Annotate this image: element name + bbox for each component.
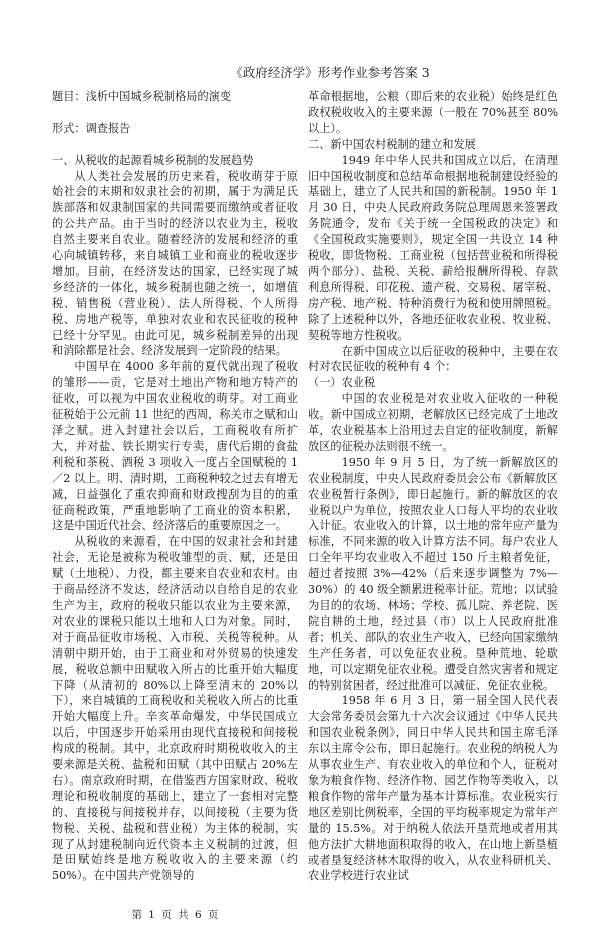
- spacer: [52, 137, 298, 153]
- left-column: [52, 89, 298, 922]
- paragraph: 1950 年 9 月 5 日，为了统一新解放区的农业税制度，中央人民政府委员会公布《新解放区农业税暂行条例》，即日起施行。新的解放区的农业税以户为单位，按照农业人口每人平均的农业收入计征。农业收入的计算，以土地的常年应产量为标准，不同来源的收入计算方法不同。每户农业人口全年平均农业收入不超过 150 斤主粮者免征，超过者按照 3%—42%（后来逐步调整为 7%—30%）的 40 级全额累进税率计征。荒地；以试验为目的的农场、林场；学校、孤儿院、养老院、医院自耕的土地，经过县（市）以上人民政府批准者；机关、部队的农业生产收入，已经向国家缴纳生产任务者，可以免征农业税。垦种荒地、轮歇地，可以定期免征农业税。遭受自然灾害者和规定的特别贫困者，经过批准可以减征、免征农业税。: [308, 455, 558, 692]
- form-line: 形式：调查报告: [52, 121, 131, 135]
- page-number-footer: 第 1 页 共 6 页: [131, 909, 219, 922]
- spacer: [52, 105, 298, 121]
- paragraph: 中国早在 4000 多年前的夏代就出现了税收的雏形——贡，它是对土地出产物和地方特产的征收，可以视为中国农业税收的萌芽。对工商业征税始于公元前 11 世纪的西周，称关市之赋和山泽之赋。进入封建社会以后，工商税收有所扩大，并对盐、铁长期实行专卖，唐代后期的食盐利税和茶税、酒税 3 项收入一度占全国赋税的 1／2 以上。明、清时期，工商税种较之过去有增无减，日益强化了重农抑商和财政搜刮为目的的重征商税政策，严重地影响了工商业的资本积累，这是中国近代社会、经济落后的重要原因之一。: [52, 360, 298, 533]
- section-heading-2: 二、新中国农村税制的建立和发展: [308, 137, 476, 151]
- columns: [52, 89, 600, 922]
- paragraph: 从人类社会发展的历史来看，税收萌芽于原始社会的末期和奴隶社会的初期，属于为满足氏族部落和奴隶制国家的共同需要而缴纳或者征收的公共产品。由于当时的经济以农业为主，税收自然主要来自农业。随着经济的发展和经济的重心向城镇转移，来自城镇工业和商业的税收逐步增加。目前，在经济发达的国家，已经实现了城乡经济的一体化，城乡税制也随之统一，如增值税、销售税（营业税）、法人所得税、个人所得税、房地产税等，单独对农业和农民征收的税种已经十分罕见。由此可见，城乡税制差异的出现和消除都是社会、经济发展到一定阶段的结果。: [52, 169, 298, 358]
- right-column: [308, 89, 558, 884]
- paragraph-continuation: 革命根据地，公粮（即后来的农业税）始终是红色政权税收收入的主要来源（一般在 70%甚至 80%以上）。: [308, 90, 558, 135]
- subsection-heading-1: （一）农业税: [308, 376, 376, 390]
- paragraph: 在新中国成立以后征收的税种中，主要在农村对农民征收的税种有 4 个：: [308, 344, 558, 374]
- paragraph: 1949 年中华人民共和国成立以后，在清理旧中国税收制度和总结革命根据地税制建设经验的基础上，建立了人民共和国的新税制。1950 年 1 月 30 日，中央人民政府政务院总理周恩来签署政务院通令，发布《关于统一全国税政的决定》和《全国税政实施要则》，规定全国一共设立 14 种税收，即货物税、工商业税（包括营业税和所得税两个部分）、盐税、关税、薪给报酬所得税、存款利息所得税、印花税、遗产税、交易税、屠宰税、房产税、地产税、特种消费行为税和使用牌照税。除了上述税种以外，各地还征收农业税、牧业税、契税等地方性税收。: [308, 153, 558, 342]
- topic-line: 题目：浅析中国城乡税制格局的演变: [52, 90, 232, 103]
- paragraph: 从税收的来源看，在中国的奴隶社会和封建社会，无论是被称为税收雏型的贡、赋，还是田赋（土地税）、力役，都主要来自农业和农村。由于商品经济不发达，经济活动以自给自足的农业生产为主，政府的税收只能以农业为主要来源，对农业的课税只能以土地和人口为对象。同时，对于商品征收市场税、入市税、关税等税种。从清朝中期开始，由于工商业和对外贸易的快速发展，税收总额中田赋收入所占的比重开始大幅度下降（从清初的 80%以上降至清末的 20%以下），来自城镇的工商税收和关税收入所占的比重开始大幅度上升。辛亥革命爆发，中华民国成立以后，中国逐步开始采用由现代直接税和间接税构成的税制。其中，北京政府时期税收收入的主要来源是关税、盐税和田赋（其中田赋占 20%左右）。南京政府时期，在借鉴西方国家财政、税收理论和税收制度的基础上，建立了一套相对完整的、直接税与间接税并存，以间接税（主要为货物税、关税、盐税和营业税）为主体的税制，实现了从封建税制向近代资本主义税制的过渡，但是田赋始终是地方税收收入的主要来源（约 50%）。在中国共产党领导的: [52, 535, 298, 883]
- paragraph: 1958 年 6 月 3 日，第一届全国人民代表大会常务委员会第九十六次会议通过《中华人民共和国农业税条例》，同日中华人民共和国主席毛泽东以主席令公布，即日起施行。农业税的纳税人为从事农业生产、有农业收入的单位和个人，征税对象为粮食作物、经济作物、园艺作物等类收入，以粮食作物的常年产量为基本计算标准。农业税实行地区差别比例税率，全国的平均税率规定为常年产量的 15.5%。对于纳税人依法开垦荒地或者用其他方法扩大耕地面积取得的收入，在山地上新垦植或者垦复经济林木取得的收入，从农业科研机关、农业学校进行农业试: [308, 694, 558, 883]
- paragraph: 中国的农业税是对农业收入征收的一种税收。新中国成立初期，老解放区已经完成了土地改革，农业税基本上沿用过去自定的征收制度，新解放区的征税办法则很不统一。: [308, 392, 558, 453]
- document-title: 《政府经济学》形考作业参考答案 3: [230, 65, 430, 80]
- section-heading-1: 一、从税收的起源看城乡税制的发展趋势: [52, 153, 254, 167]
